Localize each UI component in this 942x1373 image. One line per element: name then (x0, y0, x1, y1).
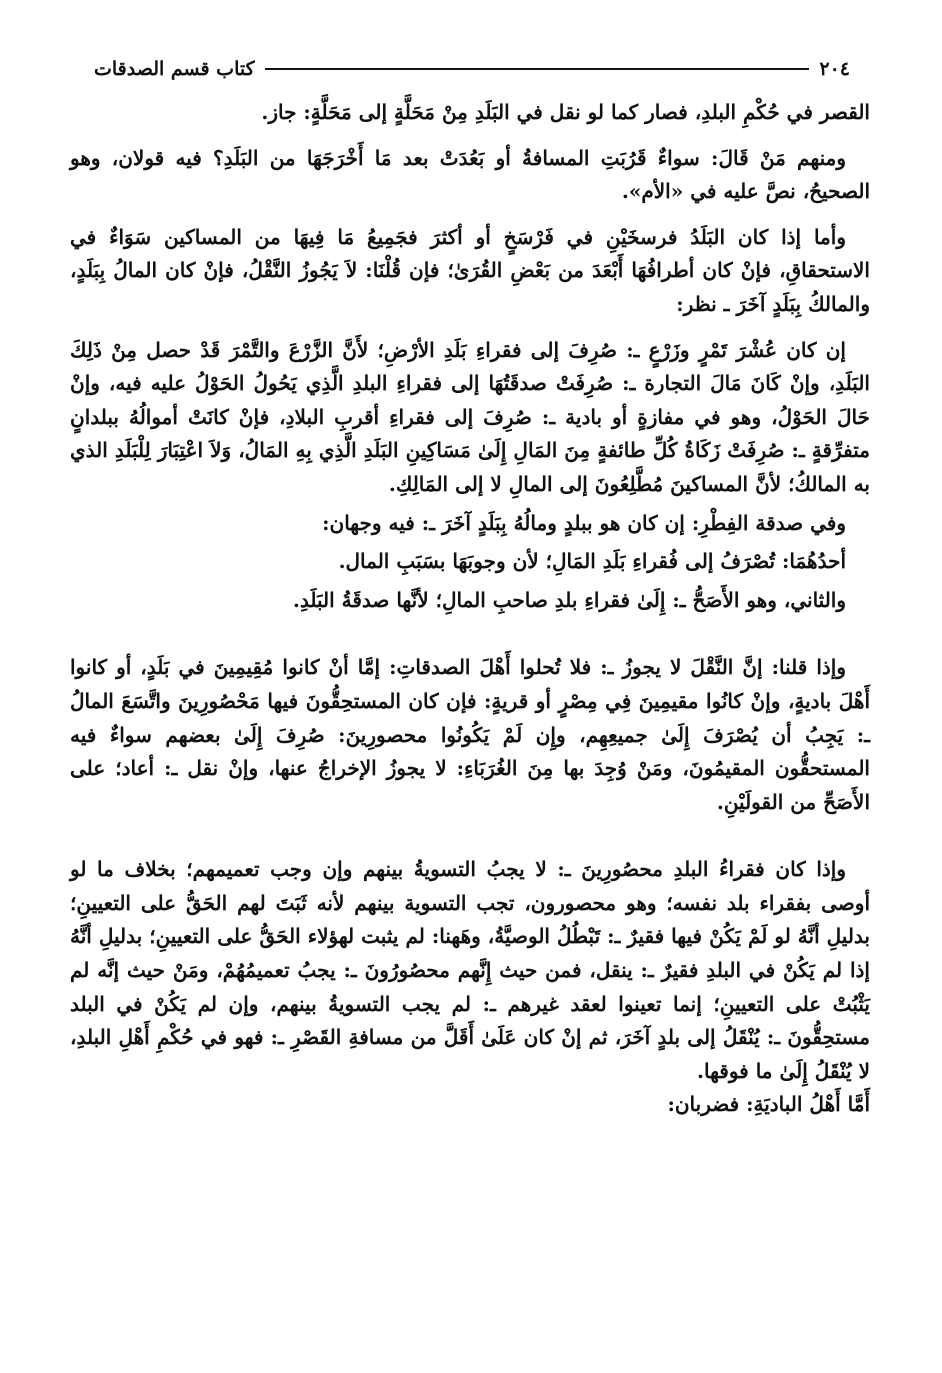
header-rule (265, 68, 810, 70)
paragraph-1: القصر في حُكْمِ البلدِ، فصار كما لو نقل في البَلَدِ مِنْ مَحَلَّةٍ إلى مَحَلَّةٍ: جاز. (261, 100, 870, 124)
paragraph-9: وإذا كان فقراءُ البلدِ محصُورِينَ ـ: لا يجبُ التسويةُ بينهم وإن وجب تعميمهم؛ بخلاف ما لو أوصى بفقراء بلد نفسه؛ وهو محصورون، تجب التسوية بينهم لأنه ثَبَتَ لهم الحَقُّ على التعيينِ؛ بدليلِ أنَّهُ لو لَمْ يَكُنْ فيها فقيرٌ ـ: تَبْطُلُ الوصيَّةُ، وهَهنا: لم يثبت لهؤلاء الحَقُّ على التعيينِ؛ بدليلِ أنَّهُ إذا لم يَكُنْ في البلدِ فقيرٌ ـ: ينقل، فمن حيث إِنَّهم محصُورُونَ ـ: يجبُ تعميمُهُمْ، ومَنْ حيث إنَّه لم يَثْبُتْ على التعيينِ؛ إنما تعينوا لعقد غيرهم ـ: لم يجب التسويةُ بينهم، وإن لم يَكُنْ في البلد مستحِقُّونَ ـ: يُنْقَلُ إلى بلدٍ آخَرَ، ثم إنْ كان عَلَىٰ أَقَلَّ من مسافةِ القَصْرِ ـ: فهو في حُكْمِ أَهْلِ البلدِ، لا يُنْقَلُ إِلَىٰ ما فوقها. (70, 857, 870, 1083)
paragraph-2: ومنهم مَنْ قَالَ: سواءٌ قَرُبَتِ المسافةُ أو بَعُدَتْ بعد مَا أَخْرَجَهَا من البَلَدِ؟ فيه قولان، وهو الصحيحُ، نصَّ عليه في «الأم». (70, 145, 870, 204)
running-title: كتاب قسم الصدقات (94, 58, 255, 80)
page-header (94, 56, 850, 82)
paragraph-4: إن كان عُشْرَ تَمْرٍ وزَرْعٍ ـ: صُرِفَ إلى فقراءِ بَلَدِ الأرْضِ؛ لأَنَّ الزَّرْعَ والتَّمْرَ قَدْ حصل مِنْ ذَلِكَ البَلَدِ، وإنْ كَانَ مَالَ التجارة ـ: صُرِفَتْ صدقَتُهَا إلى فقراءِ البلدِ الَّذِي يَحُولُ الحَوْلُ عليه فيه، وإنْ حَالَ الحَوْلُ، وهو في مفازةٍ أو بادية ـ: صُرِفَ إلى فقراءِ أقربِ البلادِ، فإنْ كانَتْ أموالُهُ ببلدانٍ متفرِّقةٍ ـ: صُرِفَتْ زَكَاةُ كُلِّ طائفةٍ مِنَ المَالِ إِلَىٰ مَسَاكِينِ البَلَدِ الَّذِي بِهِ المَالُ، وَلاَ اعْتِبَارَ لِلْبَلَدِ الذي به المالكُ؛ لأنَّ المساكينَ مُطَّلِعُونَ إلى المالِ لا إلى المَالِكِ. (70, 337, 870, 496)
paragraph-6: أحدُهُمَا: تُصْرَفُ إلى فُقراءِ بَلَدِ المَالِ؛ لأن وجوبَهَا بسَبَبِ المال. (338, 549, 846, 574)
paragraph-5: وفي صدقة الفِطْرِ: إن كان هو ببلدٍ ومالُهُ بِبَلَدٍ آخَرَ ـ: فيه وجهان: (322, 510, 846, 535)
paragraph-10: أَمَّا أَهْلُ الباديَةِ: فضربان: (667, 1092, 870, 1117)
paragraph-3: وأما إذا كان البَلَدُ فرسخَيْنِ في فَرْسَخٍ أو أكثرَ فجَمِيعُ مَا فِيهَا من المساكين سَوَاءٌ في الاستحقاقِ، فإنْ كان أطرافُهَا أَبْعَدَ من بَعْضِ القُرَىٰ؛ فإن قُلْنَا: لاَ يَجُوزُ النَّقْلُ، فإنْ كان المالُ بِبَلَدٍ، والمالكُ بِبَلَدٍ آخَرَ ـ نظر: (70, 224, 870, 316)
paragraph-7: والثاني، وهو الأَصَحُّ ـ: إِلَىٰ فقراءِ بلدِ صاحبِ المالِ؛ لأنَّها صدقَةُ البَلَدِ. (292, 587, 846, 612)
paragraph-8: وإذا قلنا: إنَّ النَّقْلَ لا يجوزُ ـ: فلا تُحلوا أَهْلَ الصدقاتِ: إمَّا أنْ كانوا مُقِيمِينَ في بَلَدٍ، أو كانوا أَهْلَ باديةٍ، وإنْ كانُوا مقيمِينَ فِي مِصْرٍ أو قريةٍ: فإن كان المستحِقُّونَ فيها مَحْصُورِينَ واتَّسَعَ المالُ ـ: يَجِبُ أن يُصْرَفَ إِلَىٰ جميعِهِم، وإِن لَمْ يَكُونُوا محصورِينَ: صُرِفَ إِلَىٰ بعضهم سواءٌ فيه المستحقُّون المقيمُونَ، ومَنْ وُجِدَ بها مِنَ الغُرَبَاءِ: لا يجوزُ الإخراجُ عنها، وإنْ نقل ـ: أعاد؛ على الأَصَحِّ من القولَيْنِ. (70, 655, 870, 814)
page-body (70, 96, 870, 1122)
page-number: ٢٠٤ (819, 58, 850, 80)
